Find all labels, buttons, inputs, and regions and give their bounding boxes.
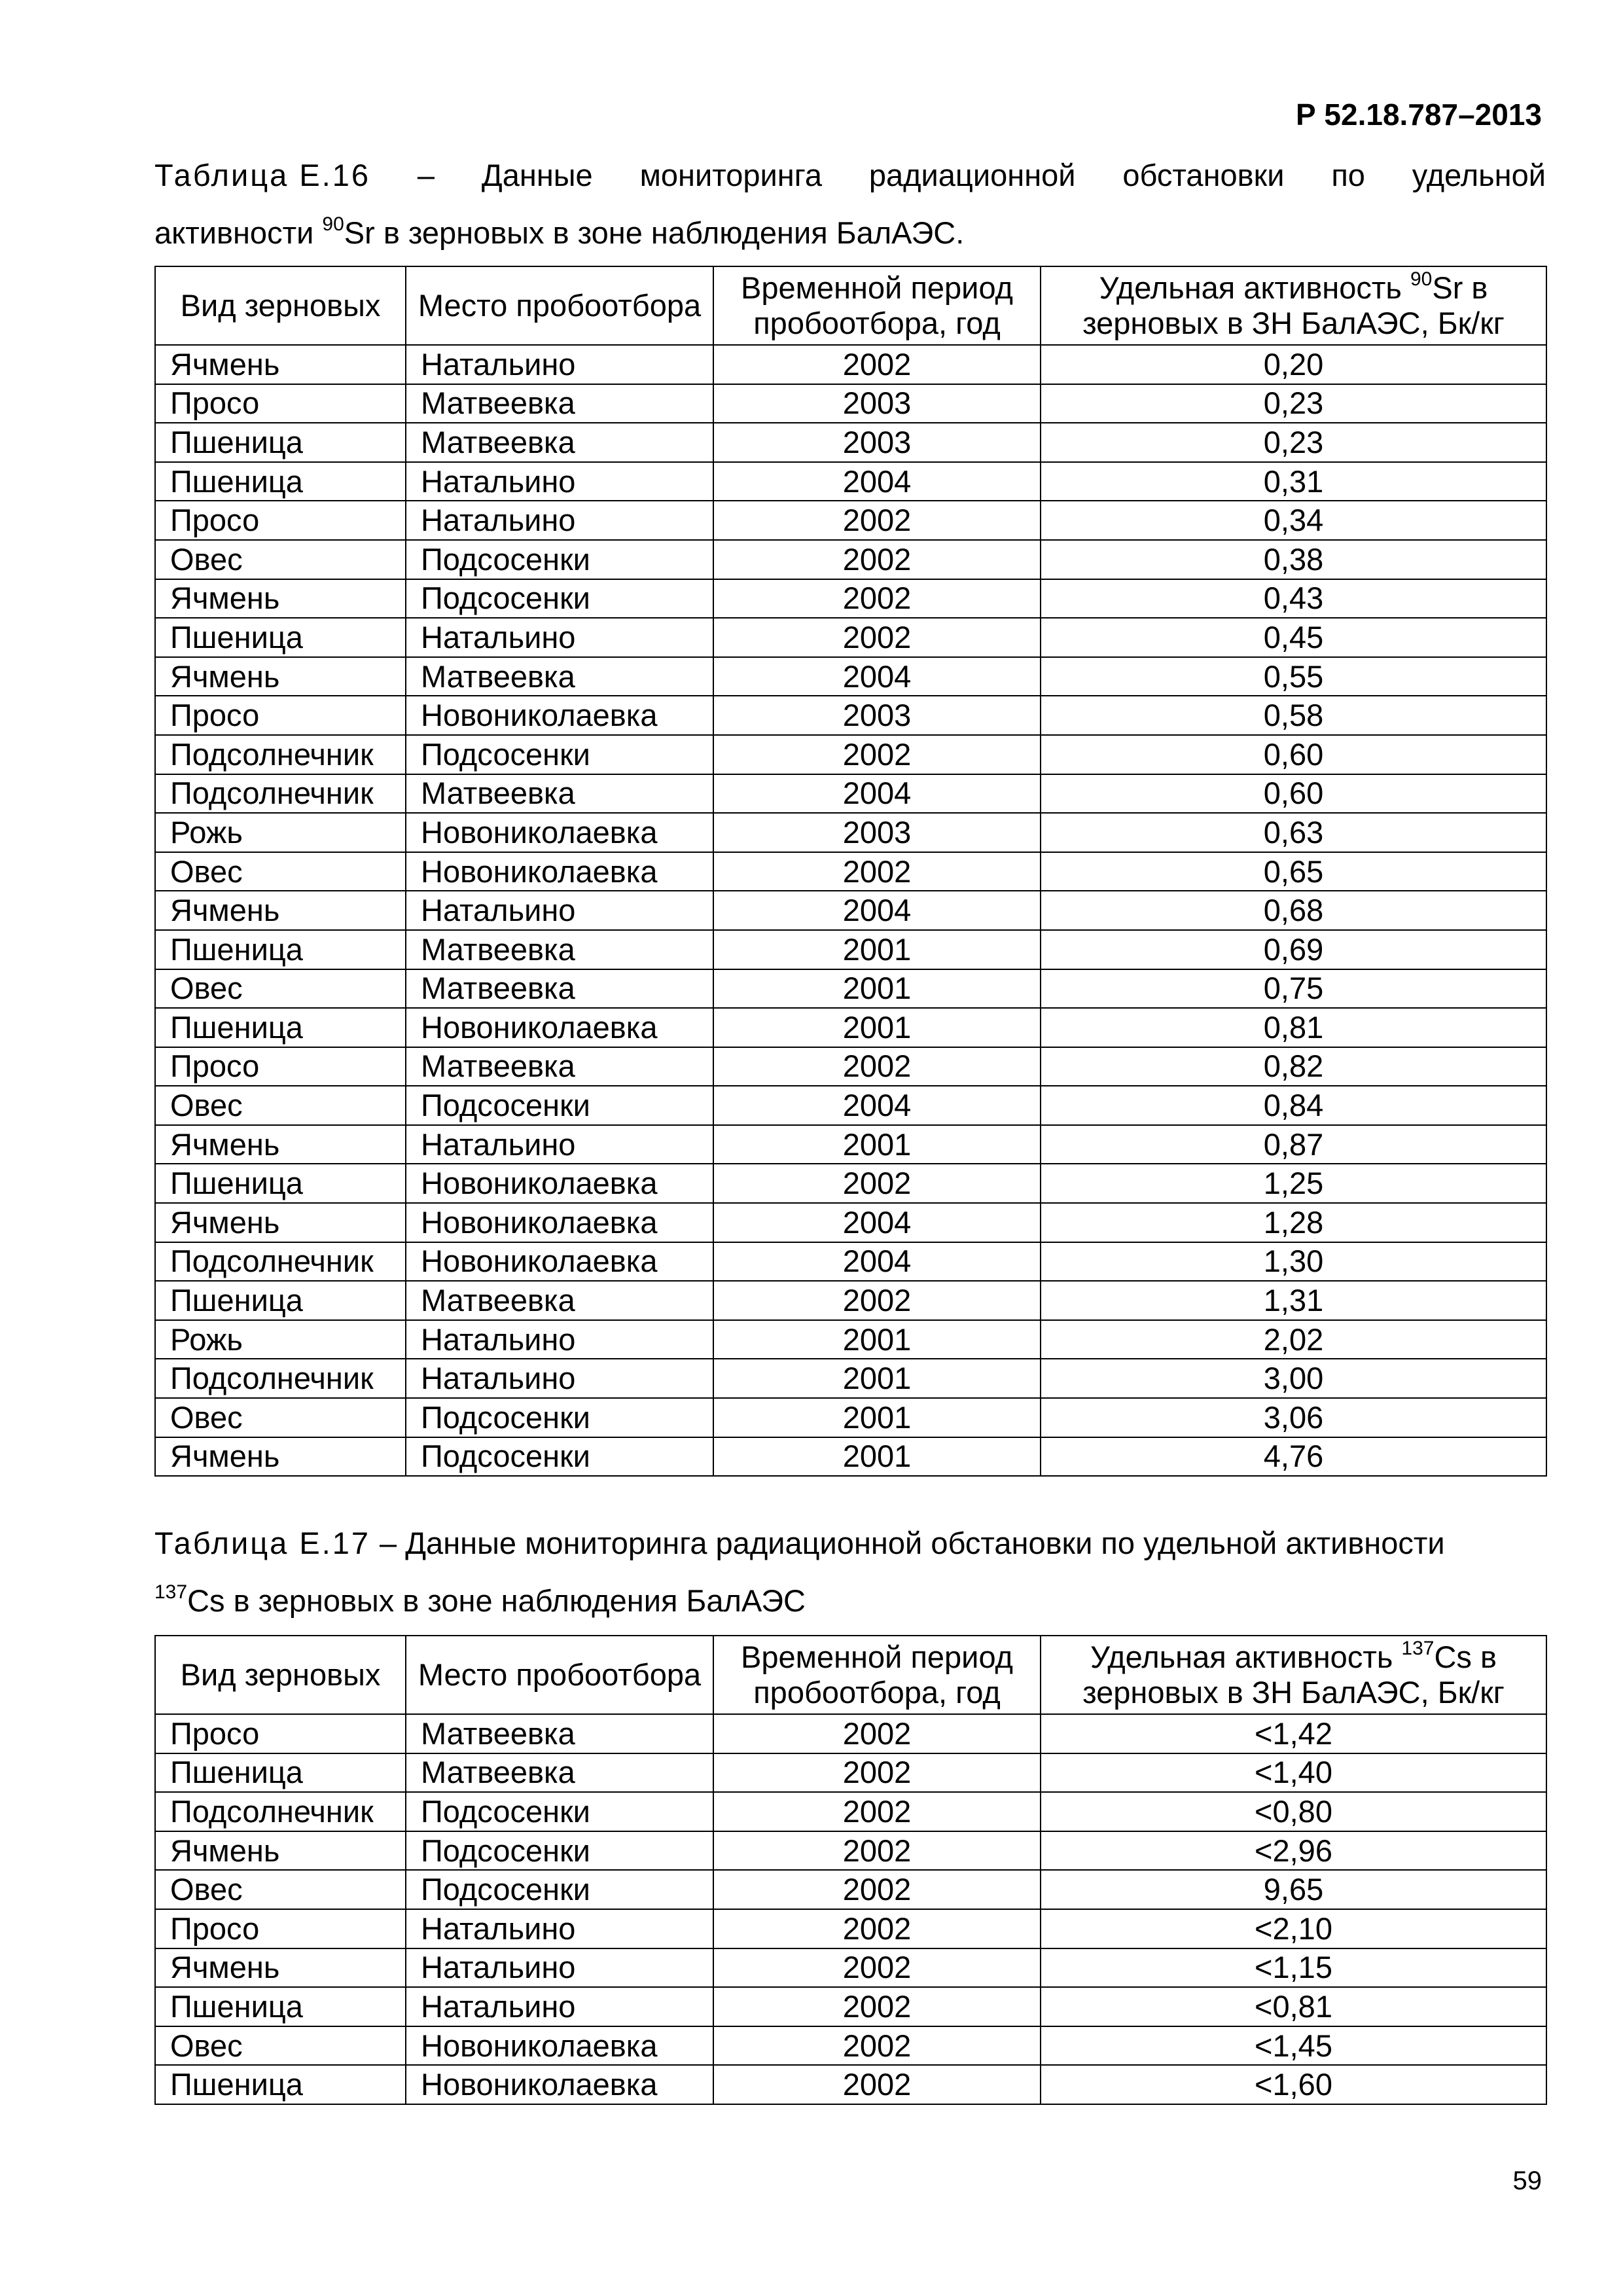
cell-year: 2003 [713, 384, 1041, 423]
table17 [154, 1635, 1547, 2105]
table17-header-period: Временной период пробоотбора, год [713, 1636, 1041, 1714]
cell-place: Матвеевка [406, 657, 713, 696]
cell-year: 2002 [713, 1948, 1041, 1988]
cell-crop: Рожь [155, 1320, 406, 1359]
table-row [155, 1125, 1546, 1164]
cell-activity: 0,63 [1041, 813, 1546, 852]
table17-header-activity-mass: 137 [1401, 1638, 1435, 1659]
table17-isotope-symbol: Cs [187, 1583, 225, 1618]
cell-activity: 0,81 [1041, 1008, 1546, 1047]
table-row [155, 1086, 1546, 1125]
cell-place: Новониколаевка [406, 813, 713, 852]
table17-header-activity-pre: Удельная активность [1090, 1640, 1393, 1674]
table16-caption-line1 [154, 147, 1546, 204]
cell-crop: Пшеница [155, 423, 406, 462]
table17-header-row [155, 1636, 1546, 1714]
table-row [155, 1987, 1546, 2026]
cell-crop: Ячмень [155, 1948, 406, 1988]
cell-activity: 0,23 [1041, 384, 1546, 423]
cell-place: Подсосенки [406, 1086, 713, 1125]
cell-year: 2004 [713, 462, 1041, 501]
cell-crop: Подсолнечник [155, 1359, 406, 1398]
table16-header-activity-pre: Удельная активность [1099, 270, 1402, 305]
cell-activity: 1,30 [1041, 1242, 1546, 1282]
table16-header-activity-symbol: Sr в [1432, 270, 1488, 305]
table16-caption-word: радиационной [868, 158, 1076, 192]
table16-isotope-symbol: Sr [344, 215, 375, 250]
cell-activity: <1,45 [1041, 2026, 1546, 2066]
cell-place: Новониколаевка [406, 1203, 713, 1242]
table17-caption-label: Таблица Е.17 [154, 1526, 371, 1560]
cell-place: Натальино [406, 1359, 713, 1398]
cell-activity: <1,42 [1041, 1714, 1546, 1753]
cell-activity: <0,80 [1041, 1792, 1546, 1831]
cell-place: Натальино [406, 462, 713, 501]
document-code: Р 52.18.787–2013 [1295, 98, 1542, 132]
cell-year: 2002 [713, 501, 1041, 540]
cell-year: 2002 [713, 1987, 1041, 2026]
cell-year: 2001 [713, 1359, 1041, 1398]
cell-crop: Просо [155, 1714, 406, 1753]
table16-caption-dash: – [417, 158, 435, 192]
cell-crop: Пшеница [155, 1987, 406, 2026]
table-row [155, 618, 1546, 657]
table16-caption-line2-post: в зерновых в зоне наблюдения БалАЭС. [383, 215, 965, 250]
cell-crop: Пшеница [155, 1164, 406, 1203]
cell-year: 2002 [713, 1753, 1041, 1793]
cell-year: 2003 [713, 696, 1041, 735]
cell-place: Натальино [406, 501, 713, 540]
cell-activity: <1,40 [1041, 1753, 1546, 1793]
cell-place: Матвеевка [406, 969, 713, 1009]
cell-activity: 0,45 [1041, 618, 1546, 657]
cell-year: 2002 [713, 618, 1041, 657]
cell-activity: <1,15 [1041, 1948, 1546, 1988]
cell-activity: 0,84 [1041, 1086, 1546, 1125]
cell-place: Новониколаевка [406, 2065, 713, 2104]
cell-place: Матвеевка [406, 423, 713, 462]
cell-crop: Овес [155, 2026, 406, 2066]
cell-place: Подсосенки [406, 1792, 713, 1831]
cell-activity: 1,25 [1041, 1164, 1546, 1203]
cell-place: Натальино [406, 345, 713, 384]
table16-header-activity [1041, 266, 1546, 345]
cell-year: 2002 [713, 1909, 1041, 1948]
cell-year: 2002 [713, 540, 1041, 579]
cell-year: 2002 [713, 1714, 1041, 1753]
cell-activity: 0,60 [1041, 774, 1546, 814]
table16-header-crop: Вид зерновых [155, 266, 406, 345]
cell-place: Новониколаевка [406, 696, 713, 735]
table-row [155, 423, 1546, 462]
cell-place: Матвеевка [406, 1753, 713, 1793]
table-row [155, 1203, 1546, 1242]
cell-place: Натальино [406, 891, 713, 930]
cell-crop: Пшеница [155, 462, 406, 501]
table-row [155, 462, 1546, 501]
cell-activity: 0,55 [1041, 657, 1546, 696]
cell-year: 2001 [713, 969, 1041, 1009]
cell-year: 2004 [713, 774, 1041, 814]
cell-year: 2002 [713, 2026, 1041, 2066]
table-row [155, 1948, 1546, 1988]
cell-crop: Пшеница [155, 618, 406, 657]
cell-place: Новониколаевка [406, 1008, 713, 1047]
cell-activity: 3,00 [1041, 1359, 1546, 1398]
cell-crop: Овес [155, 852, 406, 891]
table-row [155, 1792, 1546, 1831]
table17-header-place: Место пробоотбора [406, 1636, 713, 1714]
table16-caption-word: по [1331, 158, 1365, 192]
cell-year: 2001 [713, 1320, 1041, 1359]
cell-place: Натальино [406, 1987, 713, 2026]
cell-place: Натальино [406, 1125, 713, 1164]
cell-crop: Пшеница [155, 2065, 406, 2104]
cell-place: Натальино [406, 1948, 713, 1988]
table16-caption-line2 [154, 204, 1546, 262]
cell-year: 2002 [713, 1792, 1041, 1831]
cell-year: 2004 [713, 891, 1041, 930]
table-row [155, 1008, 1546, 1047]
table16-caption-line2-pre: активности [154, 215, 314, 250]
table-row [155, 384, 1546, 423]
cell-year: 2002 [713, 1870, 1041, 1909]
cell-place: Новониколаевка [406, 1242, 713, 1282]
cell-place: Подсосенки [406, 1437, 713, 1477]
table16-header-activity-mass: 90 [1410, 268, 1433, 290]
cell-activity: <2,10 [1041, 1909, 1546, 1948]
cell-activity: 3,06 [1041, 1398, 1546, 1437]
table-row [155, 852, 1546, 891]
cell-year: 2002 [713, 735, 1041, 774]
cell-place: Новониколаевка [406, 2026, 713, 2066]
table17-caption-line1 [154, 1515, 1546, 1572]
table16-header-activity-post: зерновых в ЗН БалАЭС, Бк/кг [1082, 306, 1505, 340]
table16-body [155, 345, 1546, 1476]
cell-year: 2004 [713, 1086, 1041, 1125]
cell-activity: <0,81 [1041, 1987, 1546, 2026]
table-row [155, 1047, 1546, 1086]
table17-header-activity-post: зерновых в ЗН БалАЭС, Бк/кг [1082, 1675, 1505, 1710]
cell-place: Натальино [406, 1909, 713, 1948]
table16-header-row [155, 266, 1546, 345]
cell-year: 2003 [713, 813, 1041, 852]
cell-crop: Пшеница [155, 930, 406, 969]
cell-place: Подсосенки [406, 1398, 713, 1437]
table16-caption-word: удельной [1412, 158, 1546, 192]
cell-crop: Просо [155, 1909, 406, 1948]
cell-year: 2004 [713, 1242, 1041, 1282]
cell-crop: Подсолнечник [155, 1242, 406, 1282]
cell-crop: Просо [155, 696, 406, 735]
table-row [155, 891, 1546, 930]
cell-year: 2001 [713, 1008, 1041, 1047]
cell-crop: Ячмень [155, 657, 406, 696]
cell-place: Матвеевка [406, 1714, 713, 1753]
cell-activity: 0,69 [1041, 930, 1546, 969]
cell-place: Новониколаевка [406, 1164, 713, 1203]
table-row [155, 930, 1546, 969]
page-number: 59 [1512, 2166, 1542, 2195]
cell-year: 2001 [713, 930, 1041, 969]
cell-crop: Ячмень [155, 1125, 406, 1164]
table16-caption-word: мониторинга [639, 158, 822, 192]
cell-crop: Подсолнечник [155, 1792, 406, 1831]
table17-isotope-mass: 137 [154, 1581, 188, 1603]
cell-crop: Ячмень [155, 579, 406, 619]
table-row [155, 1359, 1546, 1398]
cell-crop: Пшеница [155, 1008, 406, 1047]
cell-crop: Рожь [155, 813, 406, 852]
cell-crop: Овес [155, 1870, 406, 1909]
table-row [155, 1437, 1546, 1477]
cell-year: 2002 [713, 2065, 1041, 2104]
cell-activity: 0,34 [1041, 501, 1546, 540]
cell-activity: 0,87 [1041, 1125, 1546, 1164]
cell-crop: Просо [155, 1047, 406, 1086]
cell-activity: 0,75 [1041, 969, 1546, 1009]
table-row [155, 579, 1546, 619]
cell-year: 2003 [713, 423, 1041, 462]
cell-year: 2001 [713, 1437, 1041, 1477]
cell-activity: 0,58 [1041, 696, 1546, 735]
cell-place: Матвеевка [406, 1047, 713, 1086]
cell-year: 2004 [713, 1203, 1041, 1242]
cell-place: Подсосенки [406, 579, 713, 619]
cell-crop: Ячмень [155, 345, 406, 384]
cell-crop: Ячмень [155, 1203, 406, 1242]
cell-crop: Ячмень [155, 1831, 406, 1871]
table16-caption [154, 147, 1546, 262]
cell-year: 2002 [713, 1281, 1041, 1320]
table16-caption-word: Данные [481, 158, 593, 192]
cell-place: Подсосенки [406, 540, 713, 579]
cell-place: Матвеевка [406, 384, 713, 423]
table-row [155, 735, 1546, 774]
cell-crop: Овес [155, 969, 406, 1009]
table17-header-activity-symbol: Cs в [1434, 1640, 1497, 1674]
cell-activity: 2,02 [1041, 1320, 1546, 1359]
table16 [154, 266, 1547, 1477]
cell-activity: 1,31 [1041, 1281, 1546, 1320]
cell-activity: 4,76 [1041, 1437, 1546, 1477]
cell-crop: Пшеница [155, 1281, 406, 1320]
cell-crop: Просо [155, 501, 406, 540]
table17-caption-line1-rest: – Данные мониторинга радиационной обстановки по удельной активности [380, 1526, 1445, 1560]
cell-year: 2001 [713, 1125, 1041, 1164]
cell-crop: Ячмень [155, 891, 406, 930]
cell-activity: 0,43 [1041, 579, 1546, 619]
cell-activity: 0,38 [1041, 540, 1546, 579]
table-row [155, 345, 1546, 384]
table17-header-crop: Вид зерновых [155, 1636, 406, 1714]
table16-isotope-mass: 90 [322, 213, 344, 235]
cell-activity: 1,28 [1041, 1203, 1546, 1242]
cell-crop: Подсолнечник [155, 774, 406, 814]
table-row [155, 1398, 1546, 1437]
table16-header-place: Место пробоотбора [406, 266, 713, 345]
cell-crop: Ячмень [155, 1437, 406, 1477]
cell-activity: 0,20 [1041, 345, 1546, 384]
table-row [155, 2065, 1546, 2104]
cell-place: Натальино [406, 1320, 713, 1359]
cell-activity: 0,68 [1041, 891, 1546, 930]
table-row [155, 501, 1546, 540]
table-row [155, 1831, 1546, 1871]
table-row [155, 1870, 1546, 1909]
table-row [155, 1164, 1546, 1203]
cell-place: Матвеевка [406, 930, 713, 969]
cell-year: 2002 [713, 1831, 1041, 1871]
cell-year: 2002 [713, 345, 1041, 384]
cell-activity: 9,65 [1041, 1870, 1546, 1909]
table-row [155, 1320, 1546, 1359]
cell-activity: <1,60 [1041, 2065, 1546, 2104]
table-row [155, 2026, 1546, 2066]
table17-caption-line2 [154, 1572, 1546, 1630]
table-row [155, 657, 1546, 696]
table-row [155, 1242, 1546, 1282]
cell-year: 2002 [713, 1164, 1041, 1203]
cell-activity: <2,96 [1041, 1831, 1546, 1871]
table17-caption-line2-post: в зерновых в зоне наблюдения БалАЭС [233, 1583, 806, 1618]
table17-header-activity [1041, 1636, 1546, 1714]
table-row [155, 813, 1546, 852]
cell-activity: 0,82 [1041, 1047, 1546, 1086]
cell-place: Матвеевка [406, 1281, 713, 1320]
cell-place: Натальино [406, 618, 713, 657]
cell-crop: Пшеница [155, 1753, 406, 1793]
table-row [155, 1281, 1546, 1320]
table-row [155, 774, 1546, 814]
cell-activity: 0,23 [1041, 423, 1546, 462]
table16-caption-word: обстановки [1122, 158, 1285, 192]
table-row [155, 1714, 1546, 1753]
cell-place: Подсосенки [406, 1831, 713, 1871]
table-row [155, 969, 1546, 1009]
table-row [155, 696, 1546, 735]
cell-year: 2002 [713, 852, 1041, 891]
table-row [155, 1909, 1546, 1948]
cell-year: 2001 [713, 1398, 1041, 1437]
cell-year: 2002 [713, 579, 1041, 619]
cell-year: 2004 [713, 657, 1041, 696]
cell-crop: Овес [155, 1398, 406, 1437]
cell-year: 2002 [713, 1047, 1041, 1086]
table16-header-period: Временной период пробоотбора, год [713, 266, 1041, 345]
cell-crop: Овес [155, 540, 406, 579]
cell-crop: Просо [155, 384, 406, 423]
cell-place: Матвеевка [406, 774, 713, 814]
cell-place: Подсосенки [406, 1870, 713, 1909]
table17-caption [154, 1515, 1546, 1630]
cell-place: Подсосенки [406, 735, 713, 774]
cell-activity: 0,31 [1041, 462, 1546, 501]
cell-activity: 0,60 [1041, 735, 1546, 774]
table-row [155, 540, 1546, 579]
table17-body [155, 1714, 1546, 2104]
cell-place: Новониколаевка [406, 852, 713, 891]
table-row [155, 1753, 1546, 1793]
cell-crop: Овес [155, 1086, 406, 1125]
cell-crop: Подсолнечник [155, 735, 406, 774]
table16-caption-label: Таблица Е.16 [154, 158, 371, 192]
cell-activity: 0,65 [1041, 852, 1546, 891]
